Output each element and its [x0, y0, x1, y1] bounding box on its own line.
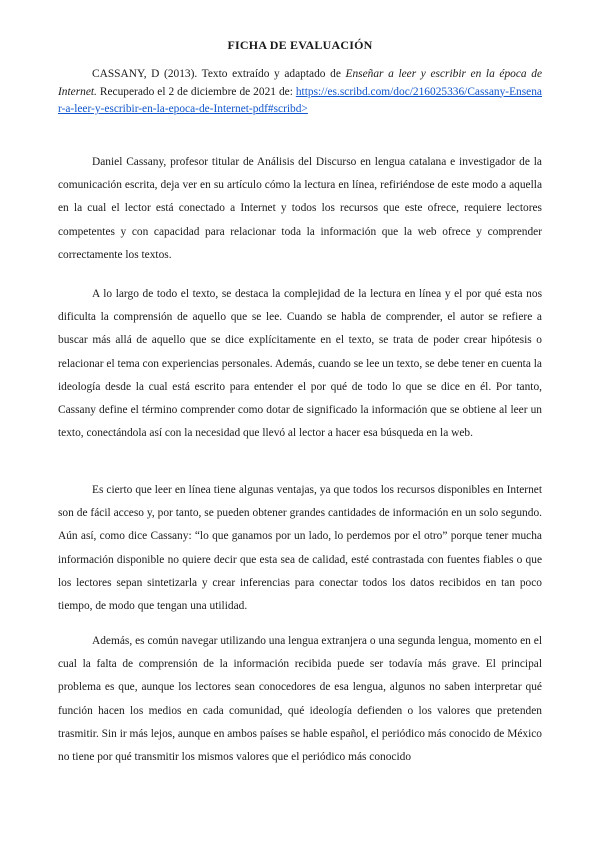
paragraph-3: Es cierto que leer en línea tiene algunas ventajas, ya que todos los recursos disponibles en Internet son de fácil acceso y, por tanto, se pueden obtener grandes cantidades de información en un solo segundo. Aún así, como dice Cassany: “lo que ganamos por un lado, lo perdemos por el otro” porque tener mucha información disponible no quiere decir que esta sea de calidad, esté contrastada con fuentes fiables o que los lectores sepan sintetizarla y crear inferencias para conectar todos los datos recibidos en tan poco tiempo, de modo que tengan una utilidad. [58, 484, 542, 613]
paragraph-2: A lo largo de todo el texto, se destaca la complejidad de la lectura en línea y el por qué esta nos dificulta la comprensión de aquello que se lee. Cuando se habla de comprender, el autor se refiere a buscar más allá de aquello que se dice explícitamente en el texto, se trata de poder crear hipótesis o relacionar el tema con experiencias personales. Además, cuando se lee un texto, se debe tener en cuenta la ideología desde la cual está escrito para entender el por qué de todo lo que se dice en él. Por tanto, Cassany define el término comprender como dotar de significado la información que se obtiene al leer un texto, conectándola así con la necesidad que llevó al lector a hacer esa búsqueda en la web. [58, 288, 542, 440]
bibliographic-reference [58, 66, 542, 119]
paragraph-4: Además, es común navegar utilizando una lengua extranjera o una segunda lengua, momento en el cual la falta de comprensión de la información recibida puede ser todavía más grave. El principal problema es que, aunque los lectores sean conocedores de esa lengua, algunos no saben interpretar qué función hacen los medios en cada comunidad, qué ideología defienden o los valores que pretenden trasmitir. Sin ir más lejos, aunque en ambos países se hable español, el periódico más conocido de México no tiene por qué transmitir los mismos valores que el periódico más conocido [58, 635, 542, 764]
reference-retrieved: Recuperado el 2 de diciembre de 2021 de: [96, 85, 296, 98]
page-title: FICHA DE EVALUACIÓN [227, 38, 373, 52]
reference-authors: CASSANY, D (2013). Texto extraído y adaptado de [92, 68, 346, 80]
paragraph-1: Daniel Cassany, profesor titular de Análisis del Discurso en lengua catalana e investigador de la comunicación escrita, deja ver en su artículo cómo la lectura en línea, refiriéndose de este modo a aquella en la cual el lector está conectado a Internet y todos los recursos que este ofrece, requiere lectores competentes y con capacidad para relacionar toda la información que la web ofrece y comprender correctamente los textos. [58, 156, 542, 261]
reference-link[interactable]: https://es.scribd.com/doc/216025336/Cassany-Ensenar-a-leer-y-escribir-en-la-epoca-de-Internet-pdf#scribd> [58, 85, 542, 115]
reference-work-title: Enseñar a leer y escribir en la época de Internet. [58, 68, 543, 98]
